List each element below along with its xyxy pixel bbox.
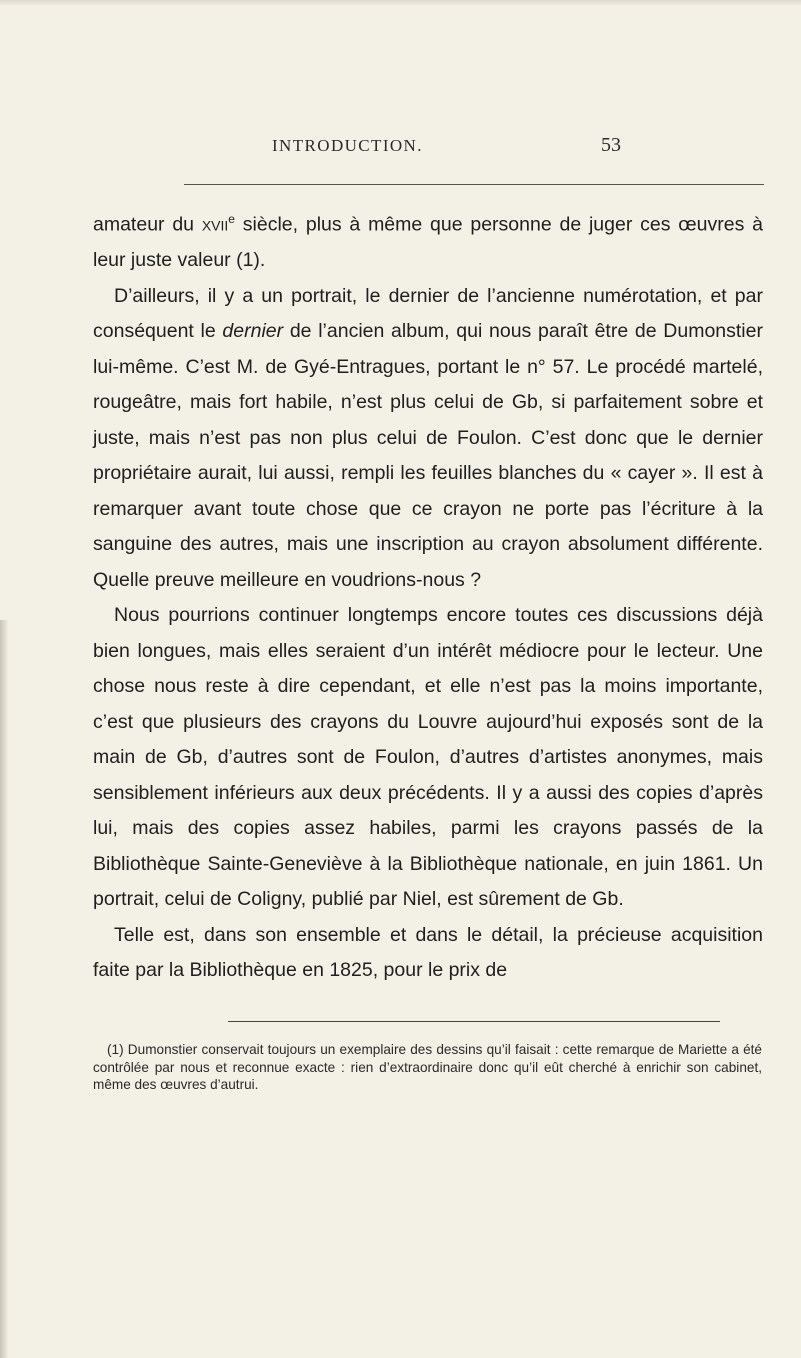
footnote-rule <box>228 1021 720 1022</box>
page-top-edge <box>0 0 801 6</box>
running-head <box>0 136 801 160</box>
page-number: 53 <box>601 134 621 156</box>
page-left-edge-shadow <box>0 620 8 1358</box>
paragraph-1-start: amateur du <box>93 213 202 236</box>
century-superscript: e <box>228 212 235 226</box>
footnote-text: (1) Dumonstier conservait toujours un exemplaire des dessins qu’il faisait : cette remarque de Mariette a été contrôlée par nous et reconnue exacte : rien d’extraordinaire donc qu’il eût cherché à enrichir son cabinet, même des œuvres d’autrui. <box>93 1042 762 1093</box>
italic-dernier: dernier <box>222 320 284 342</box>
century-numeral: xvii <box>201 213 229 236</box>
paragraph-1 <box>93 202 763 279</box>
footnote <box>93 1041 762 1094</box>
paragraph-4: Telle est, dans son ensemble et dans le détail, la précieuse acquisition faite par la Bibliothèque en 1825, pour le prix de <box>93 923 763 981</box>
body-text <box>93 202 763 989</box>
paragraph-1-end: siècle, plus à même que personne de juger ces œuvres à leur juste valeur (1). <box>93 213 764 271</box>
paragraph-2 <box>93 279 763 599</box>
header-rule <box>184 184 764 185</box>
paragraph-2-end: de l’ancien album, qui nous paraît être de Dumonstier lui-même. C’est M. de Gyé-Entragues, portant le n° 57. Le procédé martelé, rougeâtre, mais fort habile, n’est plus celui de Gb, si parfaitement sobre et juste, mais n’est pas non plus celui de Foulon. C’est donc que le dernier propriétaire aurait, lui aussi, rempli les feuilles blanches du « cayer ». Il est à remarquer avant toute chose que ce crayon ne porte pas l’écriture à la sanguine des autres, mais une inscription au crayon absolument différente. Quelle preuve meilleure en voudrions-nous ? <box>93 320 763 591</box>
paragraph-3: Nous pourrions continuer longtemps encore toutes ces discussions déjà bien longues, mais elles seraient d’un intérêt médiocre pour le lecteur. Une chose nous reste à dire cependant, et elle n’est pas la moins importante, c’est que plusieurs des crayons du Louvre aujourd’hui exposés sont de la main de Gb, d’autres sont de Foulon, d’autres d’artistes anonymes, mais sensiblement inférieurs aux deux précédents. Il y a aussi des copies d’après lui, mais des copies assez habiles, parmi les crayons passés de la Bibliothèque Sainte-Geneviève à la Bibliothèque nationale, en juin 1861. Un portrait, celui de Coligny, publié par Niel, est sûrement de Gb. <box>93 604 763 910</box>
paragraph-2-start: D’ailleurs, il y a un portrait, le dernier de l’ancienne numérotation, et par conséquent le <box>93 284 763 342</box>
running-title: INTRODUCTION. <box>272 136 423 155</box>
